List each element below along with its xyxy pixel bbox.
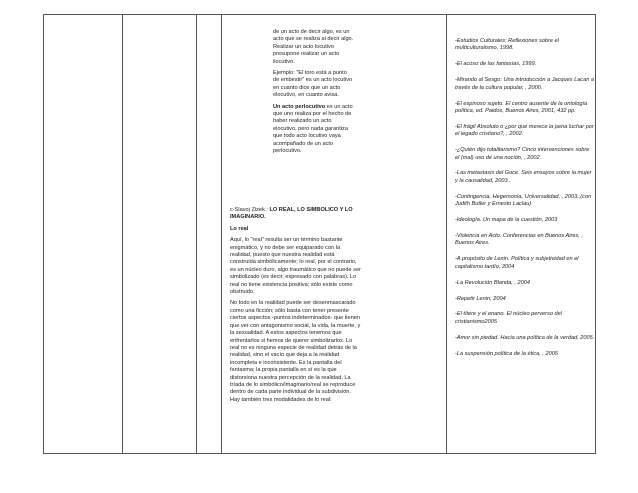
subheading: Lo real	[230, 225, 249, 232]
speech-act-paragraph-3	[273, 104, 383, 156]
zizek-cell	[230, 207, 430, 453]
reference-item: -Estudios Culturales: Reflexiones sobre el multiculturalismo, 1998.	[455, 38, 559, 52]
column-divider	[446, 15, 447, 453]
reference-item: -El títere y el enano. El núcleo perverso del cristianismo2005	[455, 311, 562, 325]
reference-item: -El espinoso sujeto. El centro ausente de la ontología política, ed. Paidos, Buenos Aires, 2001, 432 pp.	[455, 100, 588, 114]
reference-item: -Mirando al Sesgo: Una introducción a Jacques Lacan a través de la cultura popular, , 2000.	[455, 77, 594, 91]
paragraph-text: Ejemplo: "El toro está a punto de embestir" es un acto locutivo en cuanto dice que un acto elocutivo, en cuanto avisa.	[273, 70, 353, 99]
term-bold: Un acto perlocutivo	[273, 103, 326, 110]
column-divider	[122, 15, 123, 453]
speech-act-paragraph-1	[273, 29, 383, 66]
references-cell	[455, 38, 595, 453]
column-divider	[221, 15, 222, 453]
content-table	[43, 14, 596, 454]
reference-item: -Repetir Lenin, 2004	[455, 295, 506, 302]
body-paragraph-2: No todo en la realidad puede ser desenmascarado como una ficción; sólo basta con tener presente ciertos aspectos -puntos indeterminados- que tienen que ver con antagonismo social, la vida, la muerte, y la sexualidad. A estos aspectos tenemos que enfrentarlos si hemos de querer simbolizarlos. Lo real no es ninguna especie de realidad detrás de la realidad, sino el vacío que deja a la realidad incompleta e inconsistente. Es la pantalla del fantasma; la propia pantalla en sí es la que distorsiona nuestra percepción de la realidad. La tríada de lo simbólico/imaginario/real se reproduce dentro de cada parte individual de la subdivisión. Hay también tres modalidades de lo real:	[230, 300, 361, 403]
reference-item: -Amor sin piedad. Hacia una política de la verdad, 2005.	[455, 334, 595, 341]
section-heading-title: LO REAL, LO SIMBÓLICO Y LO IMAGINARIO.	[230, 207, 353, 221]
reference-item: -Violencia en Acto. Conferencias en Buenos Aires, , Buenos Aires.	[455, 233, 583, 247]
reference-item: -La Revolución Blanda, , 2004	[455, 279, 530, 286]
body-paragraph-1: Aquí, lo "real" resulta ser un término bastante enigmático, y no debe ser equiparado con la realidad, puesto que nuestra realidad está construida simbólicamente; lo real, por el contrario, es un núcleo duro, algo traumático que no puede ser simbolizado (es decir, expresado con palabras). Lo real no tiene existencia positiva; sólo existe como obstruido.	[230, 237, 361, 296]
reference-item: -Ideología. Un mapa de la cuestión, 2003	[455, 217, 558, 224]
reference-item: -Las metastasis del Goce. Seis ensayos sobre la mujer y la causalidad, 2003..	[455, 170, 592, 184]
reference-item: -¿Quién dijo totalitarismo? Cinco intervenciones sobre el (mal) uso de una noción, , 2002.	[455, 147, 590, 161]
column-divider	[196, 15, 197, 453]
reference-item: -A propósito de Lenin. Política y subjetividad en el capitalismo tardío, 2004	[455, 256, 579, 270]
reference-item: -El frágil Absoluto o ¿por qué merece la pena luchar por el legado cristiano?, , 2002.	[455, 123, 594, 138]
section-heading-prefix: c-Slavoj Žizek :	[230, 207, 268, 213]
speech-act-paragraph-2	[273, 70, 383, 100]
section-heading	[230, 207, 430, 222]
paragraph-text: es un acto que uno realiza por el hecho de haber realizado un acto elocutivo, pero nada garantiza que todo acto locutivo vaya acompañado de un acto perlocutivo.	[273, 103, 353, 155]
reference-item: -Contingencia, Hegemonía, Universalidad, , 2003..(con Judith Butler y Ernesto Laclau)	[455, 193, 592, 208]
reference-item: -El acoso de las fantasías, 1999.	[455, 61, 537, 68]
reference-item: -La suspensión política de la ética, , 2005	[455, 350, 558, 357]
paragraph-text: de un acto de decir algo, es un acto que se realiza al decir algo. Realizar un acto locutivo presupone realizar un acto ilocutivo.	[273, 29, 354, 65]
